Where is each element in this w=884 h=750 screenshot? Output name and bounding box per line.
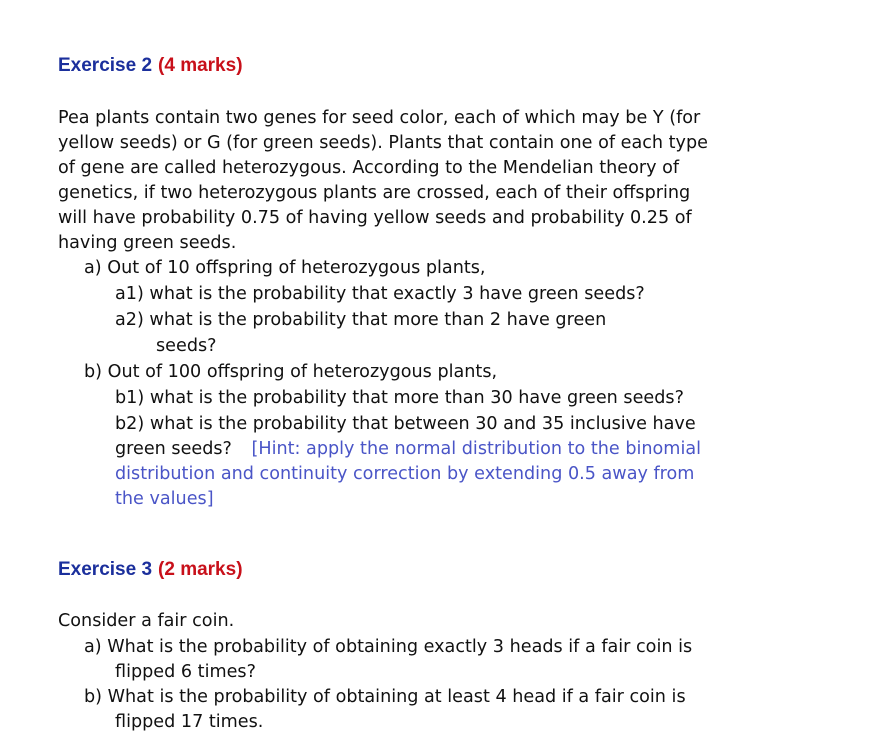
exercise-3-part-a-cont: flipped 6 times?	[115, 662, 256, 682]
exercise-2-hint-line-1: [Hint: apply the normal distribution to the binomial	[251, 439, 702, 459]
exercise-2-intro-line-2: yellow seeds) or G (for green seeds). Plants that contain one of each type	[58, 133, 708, 153]
exercise-2-question-b2: b2) what is the probability that between 30 and 35 inclusive have	[115, 414, 696, 434]
exercise-2-intro-line-4: genetics, if two heterozygous plants are crossed, each of their offspring	[58, 183, 691, 203]
exercise-2-question-a2: a2) what is the probability that more than 2 have green	[115, 310, 607, 330]
exercise-2-part-b: b) Out of 100 offspring of heterozygous plants,	[84, 362, 498, 382]
exercise-2-marks: (4 marks)	[158, 55, 243, 76]
exercise-2-intro-line-6: having green seeds.	[58, 233, 237, 253]
exercise-3-title: Exercise 3	[58, 559, 153, 580]
exercise-2-question-a1: a1) what is the probability that exactly 3 have green seeds?	[115, 284, 645, 304]
exercise-2-question-b2-cont	[115, 437, 701, 461]
exercise-2-heading	[58, 54, 243, 78]
exercise-3-intro: Consider a fair coin.	[58, 611, 235, 631]
exercise-3-marks: (2 marks)	[158, 559, 243, 580]
exercise-2-hint-line-2: distribution and continuity correction by extending 0.5 away from	[115, 464, 695, 484]
exercise-2-intro-line-5: will have probability 0.75 of having yellow seeds and probability 0.25 of	[58, 208, 692, 228]
exercise-2-hint-line-3: the values]	[115, 489, 214, 509]
exercise-3-part-a: a) What is the probability of obtaining exactly 3 heads if a fair coin is	[84, 637, 693, 657]
exercise-2-title: Exercise 2	[58, 55, 153, 76]
exercise-2-intro-line-1: Pea plants contain two genes for seed color, each of which may be Y (for	[58, 108, 701, 128]
exercise-3-part-b-cont: flipped 17 times.	[115, 712, 264, 732]
exercise-2-question-b2-end: green seeds?	[115, 439, 232, 459]
exercise-2-intro-line-3: of gene are called heterozygous. According to the Mendelian theory of	[58, 158, 680, 178]
exercise-3-part-b: b) What is the probability of obtaining at least 4 head if a fair coin is	[84, 687, 686, 707]
exercise-3-heading	[58, 558, 243, 582]
exercise-2-part-a: a) Out of 10 offspring of heterozygous plants,	[84, 258, 486, 278]
exercise-2-question-b1: b1) what is the probability that more than 30 have green seeds?	[115, 388, 684, 408]
exercise-2-question-a2-cont: seeds?	[156, 336, 217, 356]
